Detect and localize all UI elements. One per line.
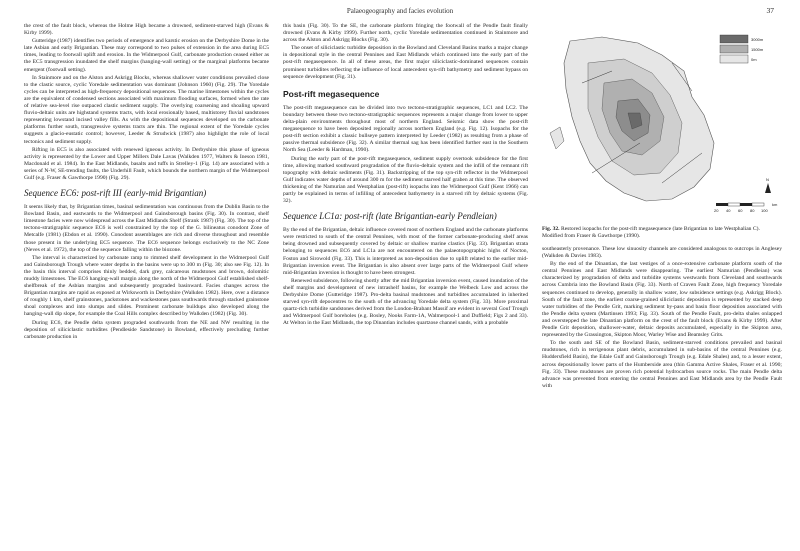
paragraph: During the early part of the post-rift megasequence, sediment supply overtook subsidence for the first time, allowing marked southward progradation of the fluvio-deltaic system and the infill of the remnant rift topography with deltaic sediments (Fig. 31). Backstripping of the top syn-rift reflector in the Widmerpool Gulf indicates water depths of around 300 m for the sediment starved half graben at this time. The observed thickening of the Namurian and Westphalian (post-rift) isopachs into the Widmerpool Gulf (Kent 1966) can partly be explained in terms of infilling of antecedent bathymetry in a starved rift by deltaic systems (Fig. 32). [283, 155, 528, 205]
paragraph: this basin (Fig. 30). To the SE, the carbonate platform fringing the footwall of the Pendle fault finally drowned (Evans & Kirby 1999). Further north, cyclic Yoredale sedimentation continued in Stainmore and across the Alston and Askrigg Blocks (Fig. 30). [283, 23, 528, 44]
paragraph: The onset of siliciclastic turbidite deposition in the Bowland and Cleveland Basins marks a major change in depositional style in the central Pennines and East Midlands which continued into the early part of the post-rift megasequence. In all of these areas, the first major siliciclastic-dominated sequences contain prominent turbidites reflecting the influence of local antecedent syn-rift bathymetry and sediment bypass on sequence development (Fig. 31). [283, 45, 528, 80]
paragraph: By the end of the Dinantian, the last vestiges of a once-extensive carbonate platform south of the central Pennines and East Midlands were disappearing. The earliest Namurian (Pendleian) was characterized by progradation of delta and turbidite systems westwards from Cleveland and southwards across Cumbria into the Bowland Basin (Fig. 33). North of Craven Fault Zone, high frequency Yoredale sequences continued to develop, generally in shallow water, low subsidence settings (e.g. Askrigg Block). South of the fault zone, the earliest coarse-grained siliciclastic deposition is represented by stacked deep water turbidites of the Pendle Grit, marking sediment by-pass and basin floor deposition associated with the Pendle delta system (Martinsen 1993; Fig. 33). South of the Pendle Fault, pro-delta shales onlapped and overstepped the late Dinantian platform on the crest of the fault block (Evans & Kirby 1999). After Pendle Grit deposition, shallower-water, deltaic deposits accumulated, especially in the Skipton area, represented by the Grassington, Skipton Moor, Warley Wise and Beamsley Grits. [542, 261, 782, 339]
text-column-right [542, 246, 782, 544]
scale-tick: 60 [738, 208, 743, 213]
scale-tick: 20 [714, 208, 719, 213]
figure-number: Fig. 32. [542, 226, 560, 232]
isopach-map [542, 23, 782, 221]
scale-unit: km [772, 202, 778, 207]
figure-isopach-map [542, 23, 782, 221]
paragraph: The post-rift megasequence can be divided into two tectono-stratigraphic sequences, LC1 and LC2. The boundary between these two tectono-stratigraphic sequences represents a major change from lower to upper delta-plain environments throughout most of northern England. Seismic data show the post-rift megasequence to have been deposited regionally across northern England (e.g. Fig. 12). Isopachs for the post-rift section exhibit a classic bullseye pattern interpreted by Leeder (1982) as resulting from a phase of passive thermal subsidence (Fig. 32). A similar thermal sag has been identified further east in the Southern North Sea (Leeder & Hardman, 1990). [283, 104, 528, 154]
running-title: Palaeogeography and facies evolution [346, 7, 454, 15]
section-heading-lc1a: Sequence LC1a: post-rift (late Brigantian-early Pendleian) [283, 211, 497, 222]
paragraph: By the end of the Brigantian, deltaic influence covered most of northern England and the carbonate platforms were restricted to south of the central Pennines, with most of the former carbonate-producing shelf areas being drowned and subsequently covered by deltaic or shallow marine clastics (Fig. 33). Brigantian strata belonging to sequences EC6 and LC1a are not encountered on the palaeotopographic highs of Nocton, Foston and Sirowold (Fig. 33). This is interpreted as non-deposition due to uplift related to the earlier mid-Brigantian inversion event. The Brigantian is also absent over large parts of the Widmerpool Gulf where mid-Brigantian inversion is thought to have been strongest. [283, 227, 528, 276]
text-column-left [24, 23, 269, 543]
paragraph: Gutteridge (1987) identifies two periods of emergence and karstic erosion on the Derbyshire Dome in the late Asbian and early Brigantian. These may correspond to two pulses of extension in the area during EC5 times, leading to footwall uplift and erosion. In the Widmerpool Gulf, carbonate production ceased either as the EC5 transgression inundated the shelf margins (hanging-wall setting) or the marginal platforms became emergent (footwall setting). [24, 38, 269, 73]
paragraph: the crest of the fault block, whereas the Holme High became a drowned, sediment-starved high (Evans & Kirby 1999). [24, 23, 269, 37]
figure-caption-text: Restored isopachs for the post-rift megasequence (late Brigantian to late Westphalian C). Modified from Fraser & Gawthorpe (1990). [542, 226, 760, 239]
paragraph: Renewed subsidence, following shortly after the mid Brigantian inversion event, caused inundation of the shelf margins and development of new intrashelf basins, for example the Welbeck Low and across the Derbyshire Dome (Gutteridge 1987). Pro-delta basinal mudstones and turbidites accumulated in inherited starved syn-rift depocentres to the south of the advancing Yoredale delta system (Fig. 33). More proximal quartz-rich turbidite sandstones derived from the London-Brabant Massif are evident in several Gouf Trough and Widmerpool Gulf boreholes (e.g. Bosley, Nooks Farm-1A, Walmerpool-1 and Duffield; Figs 2 and 33). At Welton in the East Midlands, the top Dinantian includes quartzose channel sands, with a probable [283, 277, 528, 327]
paragraph: To the south and SE of the Bowland Basin, sediment-starved conditions prevailed and basinal mudstones, rich in terrigenous plant debris, accumulated in sub-basins of the central Pennines (e.g. Huddersfield Basin), the Edale Gulf and Gainsborough Trough (e.g. Edale Shales) and, to a lesser extent, across depositionally lower parts of the Humberside area (thin Gamma Active Shales, Fraser et al. 1990; Fig. 33). These mudstones are proven rich potential hydrocarbon source rocks. The main Pendle delta advance was prevented from entering the central Pennines and East Midlands area by the Pendle Fault with [542, 340, 782, 389]
section-heading-post-rift: Post-rift megasequence [283, 88, 380, 99]
page-header [0, 5, 800, 19]
paragraph: In Stainmore and on the Alston and Askrigg Blocks, whereas shallower water conditions prevailed close to the clastic source, cyclic Yoredale sedimentation was dominant (Johnson 1960) (Fig. 29). The Yoredale cycles can be interpreted as high-frequency depositional sequences. The marine limestones within the cycles are the equivalent of condensed sections associated with maximum flooding surfaces, formed when the rate of relative sea-level rise outpaced clastic sediment supply. The overlying coarsening and shoaling upward fluvio-deltaic units are highstand systems tracts, with local erosionally based, multistorey fluvial sandstones representing lowstand incised valley fills. As with the depositional sequences developed on the carbonate platforms further south, transgressive systems tracts are thin. The regional extent of the Yoredale cycles suggests a glacio-eustatic control; however, Leeder & Strudwick (1987) also highlight the role of local tectonics and sediment supply. [24, 74, 269, 145]
legend-label-1500: 1500m [751, 47, 764, 52]
figure-caption [542, 226, 782, 240]
paragraph: During EC6, the Pendle delta system prograded southwards from the NE and NW resulting in the deposition of siliciclastic turbidites (Pendleside Sandstone) in Bowland, effectively precluding further carbonate production in [24, 319, 269, 340]
paragraph: The interval is characterized by carbonate ramp to rimmed shelf development in the Widmerpool Gulf and Gainsborough Trough where water depths in the basins were up to 300 m (Fig. 30; also see Fig. 12). In the basin this interval comprises thinly bedded, dark grey, calcareous mudstones and brown, dolomitic muddy limestones. The EC6 hanging-wall margin along the north of the Widmerpool Gulf established shelf-shelfbreak of the Asbian margins and subsequently prograded basinward. Facies changes across the Brigantian margins are rapid as exposed at Wirksworth in Derbyshire (Walkden 1982). Here, over a distance of roughly 1 km, shelf grainstones, packstones and wackestones pass southwards through stacked grainstone shoal complexes and into slumps and slides. Prominent carbonate buildups also developed along the hanging-wall dip slope, for example the Coal Hills complex described by Walkden (1982) (Fig. 30). [24, 254, 269, 318]
paragraph: Rifting in EC5 is also associated with renewed igneous activity. In Derbyshire this phase of igneous activity is represented by the Lower and Upper Millers Dale Lavas (Walkden 1977, Walters & Ineson 1981, Macdonald et al. 1984). In the East Midlands, basalts and tuffs in Strelley-1 (Fig. 14) are associated with a series of N-W, SE-trending faults, the Underhill Fault, which bounds the northern margin of the Widmerpool Gulf (e.g. Fraser & Gawthorpe 1990) (Fig. 29). [24, 146, 269, 181]
section-heading-ec6: Sequence EC6: post-rift III (early-mid Brigantian) [24, 188, 207, 199]
paragraph: southeasterly provenance. These low sinuosity channels are considered analogous to outcrops in Anglesey (Walkden & Davies 1983). [542, 246, 782, 260]
paragraph: It seems likely that, by Brigantian times, basinal sedimentation was continuous from the Dublin Basin to the Bowland Basin, and eastwards to the Widmerpool and Gainsborough basins (Fig. 30). In contrast, shelf limestone facies were now widespread across the East Midlands Shelf (Strank 1987) (Fig. 30). The top of the tectono-stratigraphic sequence EC6 is well constrained by the top of the G. bilineatus conodont Zone of Metcalfe (1981) (Ebdon et al. 1990). Conodont assemblages are rich and diverse throughout and resemble those present in the underlying EC5 sequence. The EC6 sequence belongs exclusively to the NC Zone (Neves et al. 1972), the top of the sequence falling within the biozone. [24, 204, 269, 253]
scale-tick: 80 [750, 208, 755, 213]
north-label: N [766, 177, 769, 182]
legend-label-3000: 3000m [751, 37, 764, 42]
page-number: 37 [766, 6, 774, 15]
scale-tick: 40 [726, 208, 731, 213]
text-column-middle [283, 23, 528, 543]
scale-tick: 100 [761, 208, 768, 213]
legend-label-0: 0m [751, 57, 757, 62]
